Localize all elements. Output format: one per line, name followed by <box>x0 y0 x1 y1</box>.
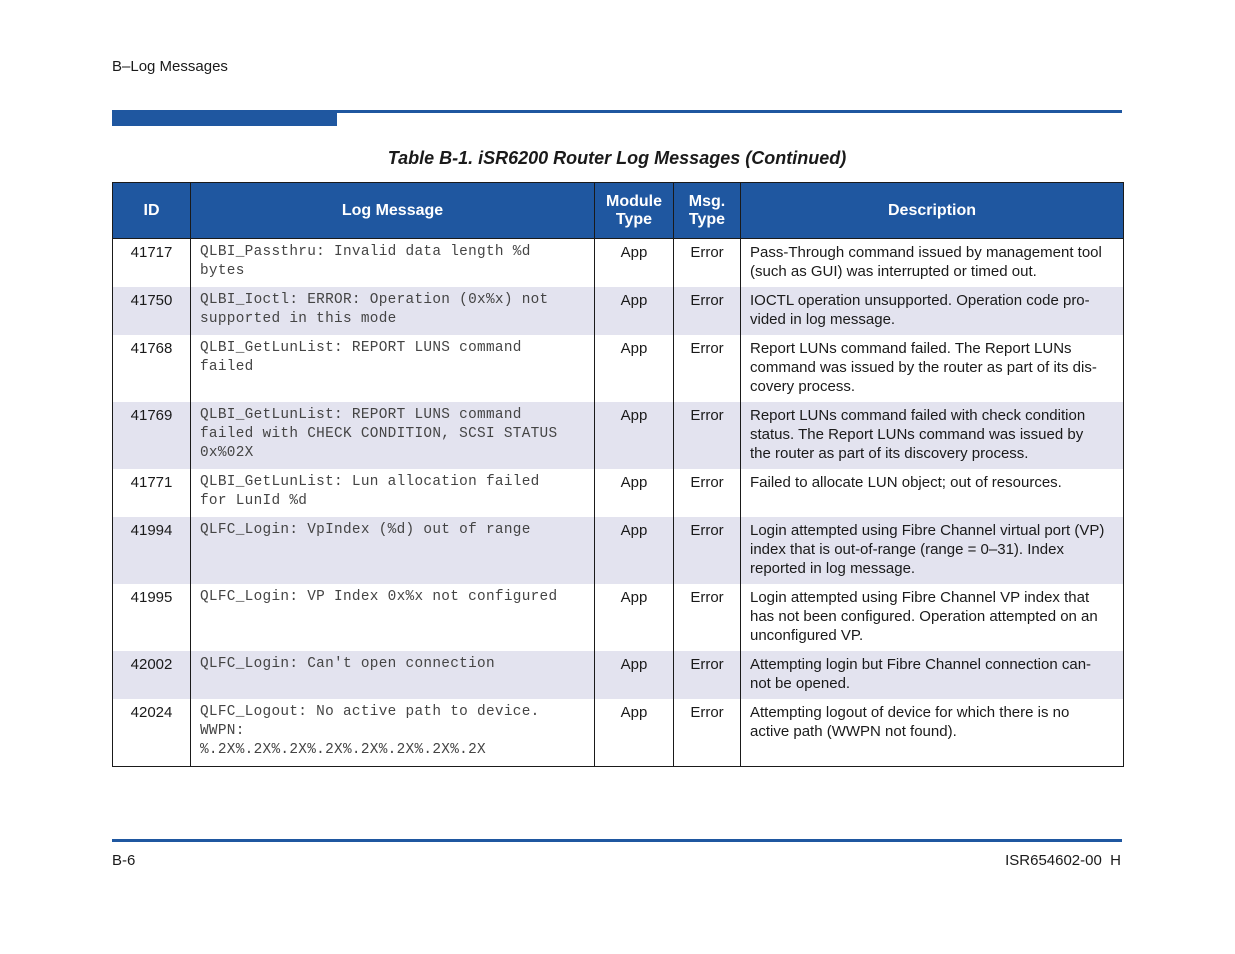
description-line: Failed to allocate LUN object; out of resources. <box>750 474 1062 491</box>
log-message-line: WWPN: <box>200 723 245 739</box>
log-message-line: QLFC_Login: Can't open connection <box>200 656 495 672</box>
log-message-line: failed with CHECK CONDITION, SCSI STATUS <box>200 426 558 442</box>
column-header-id: ID <box>113 183 191 239</box>
cell-log-message <box>191 402 595 469</box>
cell-description <box>741 699 1124 767</box>
cell-msg-type: Error <box>674 584 741 651</box>
table-row <box>113 402 1124 469</box>
cell-log-message <box>191 239 595 288</box>
description-line: has not been configured. Operation attempted on an <box>750 608 1098 625</box>
cell-module-type: App <box>595 584 674 651</box>
cell-log-message <box>191 517 595 584</box>
cell-id: 41750 <box>113 287 191 335</box>
table-row <box>113 517 1124 584</box>
cell-id: 41994 <box>113 517 191 584</box>
table-row <box>113 699 1124 767</box>
log-message-line: supported in this mode <box>200 311 397 327</box>
column-header-module-type-line: Module <box>606 192 662 210</box>
cell-module-type: App <box>595 287 674 335</box>
cell-module-type: App <box>595 469 674 517</box>
cell-module-type: App <box>595 651 674 699</box>
table-row <box>113 335 1124 402</box>
log-messages-table <box>112 182 1124 767</box>
cell-id: 41769 <box>113 402 191 469</box>
column-header-msg-type <box>674 183 741 239</box>
cell-id: 41717 <box>113 239 191 288</box>
cell-msg-type: Error <box>674 469 741 517</box>
cell-module-type: App <box>595 335 674 402</box>
description-line: unconfigured VP. <box>750 627 864 644</box>
description-line: IOCTL operation unsupported. Operation code pro- <box>750 292 1090 309</box>
table-row <box>113 287 1124 335</box>
cell-module-type: App <box>595 517 674 584</box>
description-line: not be opened. <box>750 675 851 692</box>
cell-log-message <box>191 335 595 402</box>
cell-id: 42002 <box>113 651 191 699</box>
cell-id: 41771 <box>113 469 191 517</box>
log-message-line: failed <box>200 359 254 375</box>
log-message-line: QLBI_GetLunList: REPORT LUNS command <box>200 340 522 356</box>
description-line: index that is out-of-range (range = 0–31). Index <box>750 541 1064 558</box>
column-header-module-type-line: Type <box>615 210 653 228</box>
description-line: vided in log message. <box>750 311 896 328</box>
description-line: Pass-Through command issued by management tool <box>750 244 1102 261</box>
description-line: Login attempted using Fibre Channel VP index that <box>750 589 1090 606</box>
description-line: Login attempted using Fibre Channel virtual port (VP) <box>750 522 1105 539</box>
description-line: reported in log message. <box>750 560 916 577</box>
running-header: B–Log Messages <box>112 58 228 75</box>
cell-module-type: App <box>595 239 674 288</box>
cell-description <box>741 287 1124 335</box>
table-row <box>113 584 1124 651</box>
cell-id: 42024 <box>113 699 191 767</box>
log-message-line: QLBI_Passthru: Invalid data length %d <box>200 244 531 260</box>
table-row <box>113 239 1124 288</box>
log-message-line: QLBI_GetLunList: REPORT LUNS command <box>200 407 522 423</box>
log-message-line: QLFC_Login: VP Index 0x%x not configured <box>200 589 558 605</box>
table-body <box>113 239 1124 767</box>
header-rule-accent <box>112 110 337 126</box>
log-message-line: QLFC_Login: VpIndex (%d) out of range <box>200 522 531 538</box>
column-header-msg-type-line: Type <box>688 210 726 228</box>
cell-description <box>741 517 1124 584</box>
table-caption: Table B-1. iSR6200 Router Log Messages (Continued) <box>387 148 847 168</box>
description-line: active path (WWPN not found). <box>750 723 957 740</box>
log-message-line: QLBI_GetLunList: Lun allocation failed <box>200 474 540 490</box>
description-line: the router as part of its discovery process. <box>750 445 1029 462</box>
cell-description <box>741 402 1124 469</box>
cell-msg-type: Error <box>674 402 741 469</box>
cell-description <box>741 469 1124 517</box>
log-message-line: QLBI_Ioctl: ERROR: Operation (0x%x) not <box>200 292 549 308</box>
table-row <box>113 651 1124 699</box>
page-number: B-6 <box>112 852 136 869</box>
cell-log-message <box>191 584 595 651</box>
column-header-log-message: Log Message <box>191 183 595 239</box>
cell-id: 41995 <box>113 584 191 651</box>
description-line: (such as GUI) was interrupted or timed out. <box>750 263 1037 280</box>
description-line: Report LUNs command failed with check condition <box>750 407 1086 424</box>
description-line: Attempting logout of device for which there is no <box>750 704 1070 721</box>
description-line: command was issued by the router as part of its dis- <box>750 359 1097 376</box>
description-line: Report LUNs command failed. The Report LUNs <box>750 340 1072 357</box>
column-header-module-type <box>595 183 674 239</box>
log-message-line: 0x%02X <box>200 445 254 461</box>
cell-log-message <box>191 699 595 767</box>
description-line: covery process. <box>750 378 856 395</box>
cell-description <box>741 584 1124 651</box>
cell-module-type: App <box>595 402 674 469</box>
cell-msg-type: Error <box>674 651 741 699</box>
description-line: Attempting login but Fibre Channel connection can- <box>750 656 1092 673</box>
cell-msg-type: Error <box>674 287 741 335</box>
log-message-line: bytes <box>200 263 245 279</box>
cell-module-type: App <box>595 699 674 767</box>
footer-rule <box>112 839 1122 842</box>
cell-msg-type: Error <box>674 239 741 288</box>
cell-id: 41768 <box>113 335 191 402</box>
table-row <box>113 469 1124 517</box>
log-message-line: %.2X%.2X%.2X%.2X%.2X%.2X%.2X%.2X <box>200 742 486 758</box>
document-id: ISR654602-00 H <box>1005 852 1121 869</box>
cell-log-message <box>191 287 595 335</box>
log-message-line: for LunId %d <box>200 493 308 509</box>
cell-msg-type: Error <box>674 517 741 584</box>
column-header-msg-type-line: Msg. <box>688 192 726 210</box>
column-header-description: Description <box>741 183 1124 239</box>
cell-log-message <box>191 469 595 517</box>
cell-description <box>741 239 1124 288</box>
cell-log-message <box>191 651 595 699</box>
cell-msg-type: Error <box>674 335 741 402</box>
cell-msg-type: Error <box>674 699 741 767</box>
cell-description <box>741 651 1124 699</box>
cell-description <box>741 335 1124 402</box>
description-line: status. The Report LUNs command was issued by <box>750 426 1084 443</box>
log-message-line: QLFC_Logout: No active path to device. <box>200 704 540 720</box>
table-header-row <box>113 183 1124 239</box>
